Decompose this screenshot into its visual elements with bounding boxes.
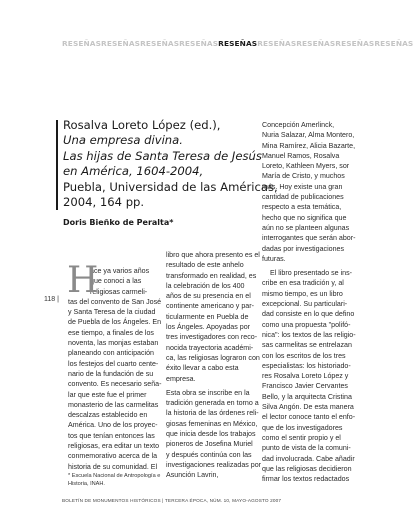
text-line: la celebración de los 400 <box>166 281 245 290</box>
text-line: giosas femeninas en México, <box>166 419 258 428</box>
text-line: ese tiempo, a finales de los <box>68 328 154 337</box>
text-line: libro que ahora presento es el <box>166 251 260 259</box>
text-line: historia de su comunidad. El <box>68 462 158 471</box>
text-line: tres investigadores con reco- <box>166 333 258 342</box>
text-line: Concepción Amerlinck, <box>262 121 335 129</box>
citation-line: Una empresa divina. <box>63 133 183 148</box>
citation-line: 2004, 164 pp. <box>63 195 145 210</box>
text-line: resultado de este anhelo <box>166 261 244 270</box>
text-line: ca, las religiosas lograron con <box>166 353 260 362</box>
citation-line: Rosalva Loreto López (ed.), <box>63 118 221 132</box>
page-footer: BOLETÍN DE MONUMENTOS HISTÓRICOS | TERCERA ÉPOCA, NÚM. 10, MAYO-AGOSTO 2007 <box>62 498 282 503</box>
text-line: empresa. <box>166 374 196 383</box>
text-line: hecho que no significa que <box>262 213 347 222</box>
citation-line: Puebla, Universidad de las Américas, <box>63 179 278 194</box>
citation-line: en América, 1604-2004, <box>63 164 204 179</box>
text-line: dadas por investigaciones <box>262 244 345 253</box>
author-footnote <box>68 472 160 488</box>
text-line: Silva Angón. De esta manera <box>262 403 354 412</box>
text-line: mismo tiempo, es un libro <box>262 289 343 298</box>
text-line: noventa, las monjas estaban <box>68 339 159 348</box>
text-line: Francisco Javier Cervantes <box>262 382 348 391</box>
text-line: Asunción Lavrin, <box>166 471 219 480</box>
text-line: Mina Ramírez, Alicia Bazarte, <box>262 141 356 150</box>
text-line: ticularmente en Puebla de <box>166 312 249 321</box>
text-line: respecto a esta temática, <box>262 203 342 212</box>
text-line: que de los investigadores <box>262 423 343 432</box>
review-author: Doris Bieñko de Peralta* <box>63 218 174 227</box>
text-line: religiosas, era editar un texto <box>68 442 160 451</box>
text-line: firmar los textos redactados <box>262 475 350 484</box>
text-line: que conoci a las <box>90 277 142 286</box>
text-line: nario de la fundación de su <box>68 369 154 378</box>
text-column-3 <box>262 120 366 484</box>
banner-right: RESEÑASRESEÑASRESEÑASRESEÑAS <box>257 39 413 48</box>
text-line: Nuria Salazar, Alma Montero, <box>262 131 355 140</box>
text-column-2 <box>166 250 262 481</box>
text-line: dad involucrada. Cabe añadir <box>262 454 355 463</box>
text-line: convento. Es necesario seña- <box>68 380 162 389</box>
citation-line: Las hijas de Santa Teresa de Jesús <box>63 148 262 163</box>
text-line: como una propuesta "polifó- <box>262 320 351 329</box>
text-line: y después continúa con las <box>166 450 252 459</box>
drop-cap: H <box>67 260 99 301</box>
text-line: América. Uno de los proyec- <box>68 421 158 430</box>
text-line: investigaciones realizadas por <box>166 460 262 469</box>
text-line: y Santa Teresa de la ciudad <box>68 308 156 317</box>
book-citation <box>63 118 278 210</box>
text-line: futuras. <box>262 254 286 263</box>
text-line: dad consiste en lo que defino <box>262 310 355 319</box>
text-line: tradición generada en torno a <box>166 399 259 408</box>
text-line: tos que tenían entonces las <box>68 431 155 440</box>
text-line: planeando con anticipación <box>68 349 154 358</box>
text-line: el lector conoce tanto el enfo- <box>262 413 356 422</box>
text-line: más. Hoy existe una gran <box>262 182 343 191</box>
text-line: nocida trayectoria académi- <box>166 343 254 352</box>
text-column-1 <box>67 260 162 472</box>
text-line: cantidad de publicaciones <box>262 193 344 202</box>
text-line: años de su presencia en el <box>166 292 251 301</box>
text-line: como el sentir propio y el <box>262 433 341 442</box>
text-line: lar que este fue el primer <box>68 390 147 399</box>
text-line: nica": los textos de las religio- <box>262 330 356 339</box>
dropcap-block <box>67 260 158 301</box>
text-line: descalzas establecido en <box>68 411 148 420</box>
text-line: excepcional. Su particulari- <box>262 300 348 309</box>
text-line: María de Cristo, y muchos <box>262 172 345 181</box>
text-line: que inicia desde los trabajos <box>166 430 256 439</box>
banner-left: RESEÑASRESEÑASRESEÑASRESEÑAS <box>62 39 219 48</box>
banner-center: RESEÑAS <box>218 39 258 48</box>
text-line: aún no se planteen algunas <box>262 223 350 232</box>
text-line: ace ya varios años <box>90 267 150 275</box>
text-line: los festejos del cuarto cente- <box>68 359 159 368</box>
text-line: la historia de las órdenes reli- <box>166 409 259 418</box>
text-line: monasterio de las carmelitas <box>68 400 159 409</box>
text-line: pioneros de Josefina Muriel <box>166 440 253 449</box>
section-banner <box>62 38 413 50</box>
text-line: cribe en esa tradición y, al <box>262 279 344 288</box>
text-line: Bello, y la arquitecta Cristina <box>262 392 352 401</box>
text-line: interrogantes que serán abor- <box>262 234 356 243</box>
text-line: de Puebla de los Ángeles. En <box>68 318 162 327</box>
text-line: transformado en realidad, es <box>166 271 257 280</box>
text-line: los Ángeles. Apoyadas por <box>166 323 250 332</box>
title-accent-bar <box>56 120 58 210</box>
text-line: res Rosalva Loreto López y <box>262 372 349 381</box>
text-line: éxito llevar a cabo esta <box>166 364 239 373</box>
text-line: conmemorativo acerca de la <box>68 452 158 461</box>
text-line: punto de vista de la comuni- <box>262 444 351 453</box>
text-line: con los escritos de los tres <box>262 351 346 360</box>
text-line: Loreto, Kathleen Myers, sor <box>262 162 350 171</box>
text-line: tas del convento de San José <box>68 297 162 306</box>
footnote-line: Historia, INAH. <box>68 481 105 487</box>
text-line: religiosas carmeli- <box>90 287 148 296</box>
text-line: continente americano y par- <box>166 302 254 311</box>
text-line: El libro presentado se ins- <box>270 269 353 278</box>
footnote-line: * Escuela Nacional de Antropología e <box>68 473 161 479</box>
text-line: especialistas: los historiado- <box>262 361 351 370</box>
text-line: Esta obra se inscribe en la <box>166 388 250 397</box>
text-line: Manuel Ramos, Rosalva <box>262 151 340 160</box>
text-line: sas carmelitas se entrelazan <box>262 341 352 350</box>
text-line: que las religiosas decidieron <box>262 464 352 473</box>
page-number: 118 | <box>44 296 59 303</box>
